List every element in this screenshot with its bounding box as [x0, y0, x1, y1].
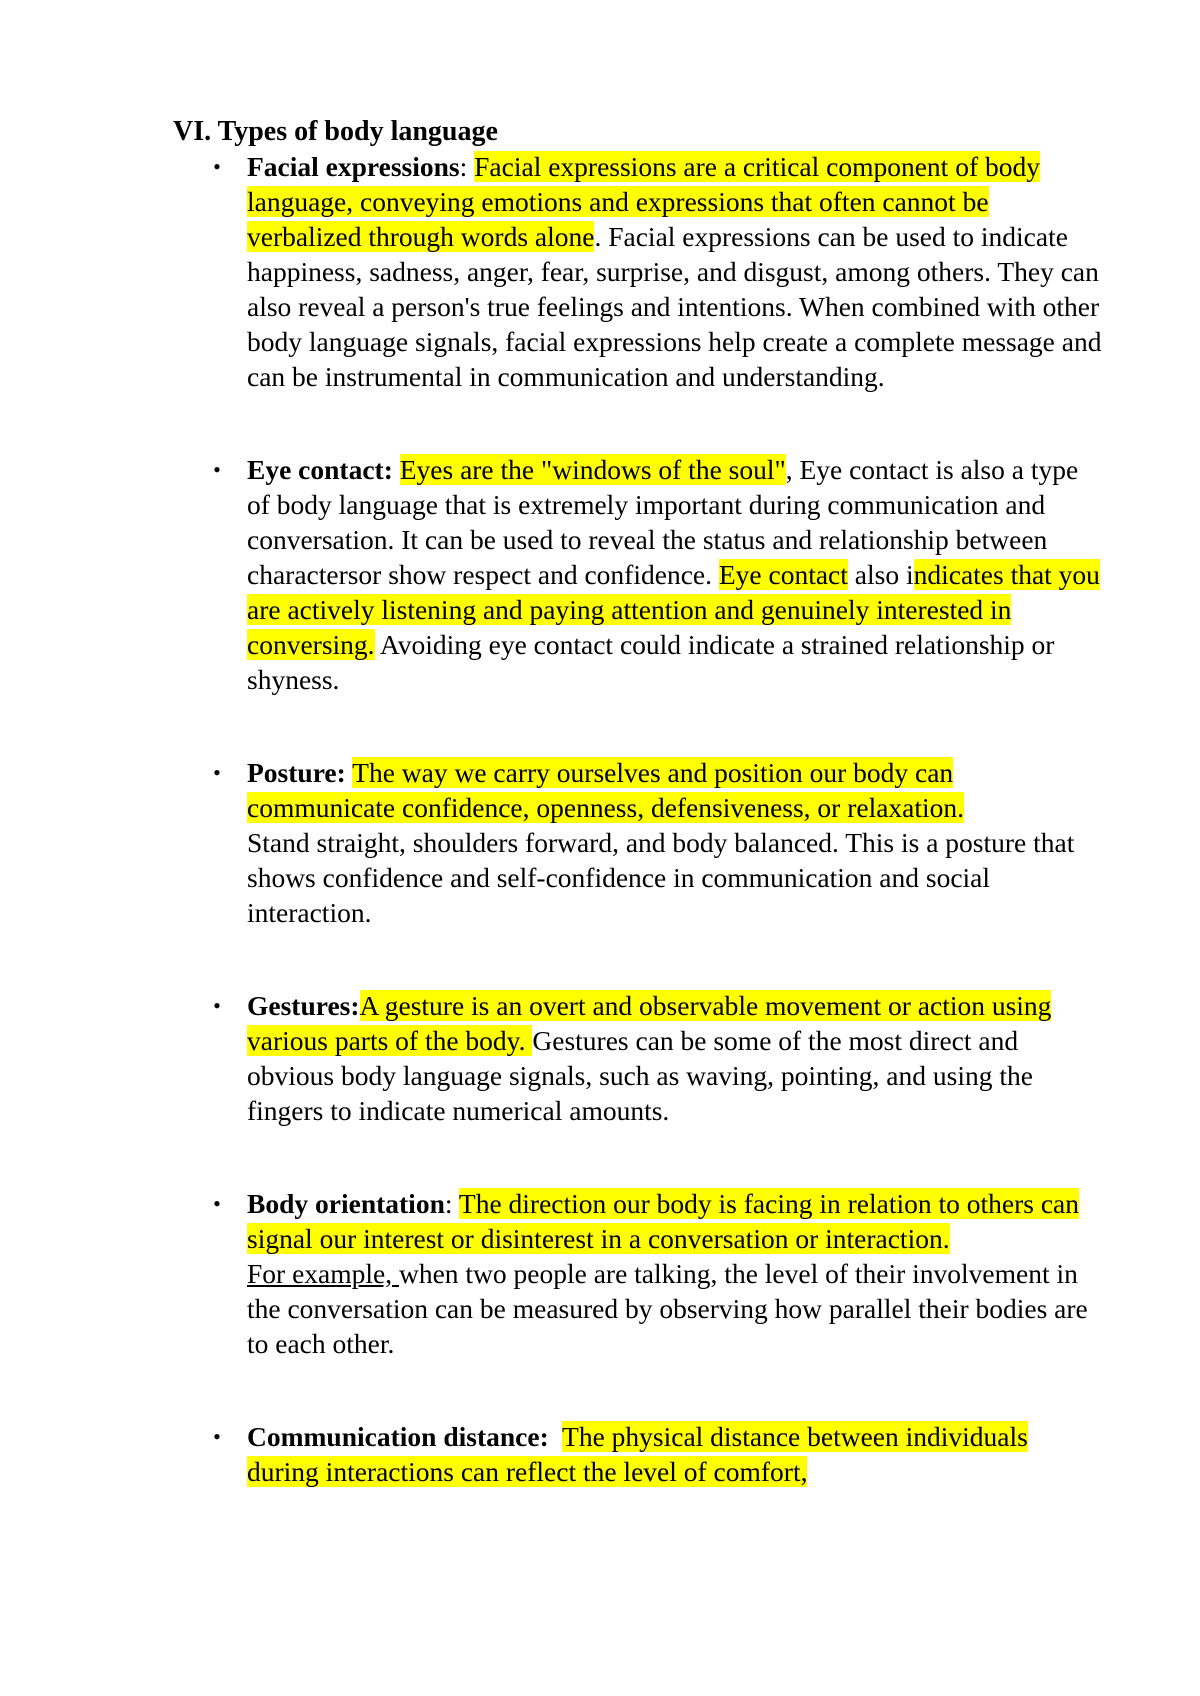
bullet-icon: • — [213, 993, 221, 1018]
item-text: . Facial expressions can be used to indicate happiness, sadness, anger, fear, surprise, and disgust, among others. They can also reveal a person's true feelings and intentions. When combined with other body language signals, facial expressions help create a complete message and can be instrumental in communication and understanding. — [247, 221, 1102, 392]
item-text: also i — [847, 559, 914, 590]
list-item-facial-expressions — [173, 149, 1103, 394]
list-item-body-orientation — [173, 1186, 1103, 1361]
item-separator: : — [459, 151, 475, 182]
item-term: Communication distance: — [247, 1421, 549, 1452]
bullet-icon: • — [213, 457, 221, 482]
item-separator: : — [444, 1188, 459, 1219]
item-text: Stand straight, shoulders forward, and body balanced. This is a posture that shows confidence and self-confidence in communication and social interaction. — [247, 827, 1075, 928]
list-item-eye-contact — [173, 452, 1103, 697]
item-text: when two people are talking, the level of their involvement in the conversation can be measured by observing how parallel their bodies are to each other. — [247, 1258, 1088, 1359]
item-text: Avoiding eye contact could indicate a strained relationship or shyness. — [247, 629, 1055, 695]
highlighted-text: ndicates that you are actively listening and paying attention and genuinely interested in conversing. — [247, 559, 1100, 660]
list-item-posture — [173, 755, 1103, 930]
bullet-icon: • — [213, 1191, 221, 1216]
bullet-icon: • — [213, 1424, 221, 1449]
highlighted-text: The direction our body is facing in relation to others can signal our interest or disinterest in a conversation or interaction. — [247, 1188, 1079, 1254]
example-label: For example, — [247, 1258, 399, 1289]
bullet-icon: • — [213, 154, 221, 179]
body-language-list — [173, 149, 1103, 1489]
item-separator — [393, 454, 400, 485]
highlighted-text: Eyes are the "windows of the soul" — [399, 454, 786, 485]
bullet-icon: • — [213, 760, 221, 785]
item-text: , Eye contact is also a type of body language that is extremely important during communication and conversation. It can be used to reveal the status and relationship between charactersor show respect and confidence. — [247, 454, 1079, 590]
highlighted-text: Eye contact — [718, 559, 848, 590]
highlighted-text: A gesture is an overt and observable movement or action using various parts of the body. — [247, 990, 1052, 1056]
item-term: Eye contact: — [247, 454, 393, 485]
item-text: Gestures can be some of the most direct and obvious body language signals, such as waving, pointing, and using the fingers to indicate numerical amounts. — [247, 1025, 1033, 1126]
section-heading: VI. Types of body language — [173, 116, 498, 147]
list-item-gestures — [173, 988, 1103, 1128]
highlighted-text: Facial expressions are a critical component of body language, conveying emotions and expressions that often cannot be verbalized through words alone — [247, 151, 1040, 252]
highlighted-text: The physical distance between individuals during interactions can reflect the level of comfort, — [247, 1421, 1028, 1487]
item-term: Posture: — [247, 757, 346, 788]
list-item-communication-distance — [173, 1419, 1103, 1489]
highlighted-text: The way we carry ourselves and position our body can communicate confidence, openness, defensiveness, or relaxation. — [247, 757, 965, 823]
item-term: Facial expressions — [247, 151, 460, 182]
item-term: Body orientation — [247, 1188, 445, 1219]
item-term: Gestures: — [247, 990, 360, 1021]
document-page — [173, 114, 1103, 1489]
item-separator — [549, 1421, 562, 1452]
